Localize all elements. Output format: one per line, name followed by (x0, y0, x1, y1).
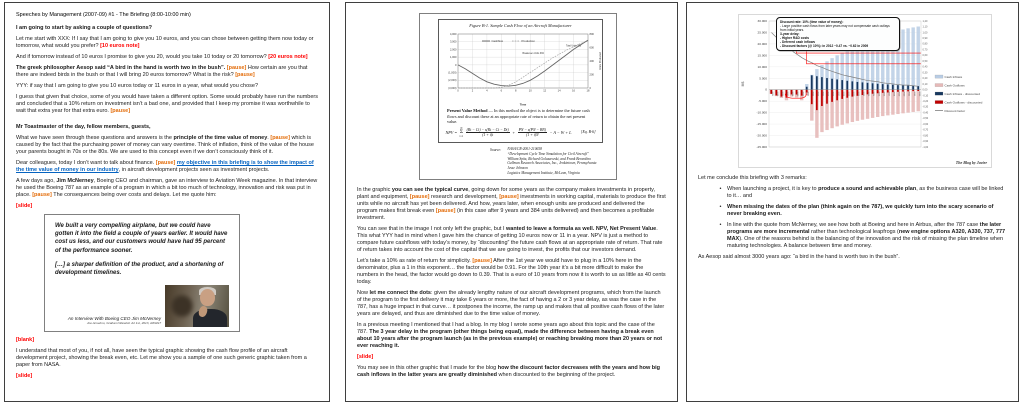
paragraph-aesop-closing: As Aesop said almost 3000 years ago: “a bird in the hand is worth two in the bush”. (698, 254, 900, 260)
pause-marker: [pause] (270, 135, 290, 141)
source-line: Logistics Management Institute, McLean, Virginia (507, 170, 580, 175)
pause-marker: [pause] (435, 208, 456, 215)
text-run: (in this case after 9 years and 384 units delivered) and then becomes a profitable investment. (357, 208, 655, 222)
svg-text:5.000: 5.000 (759, 76, 767, 81)
svg-text:Discount factor: Discount factor (944, 108, 966, 113)
blog-discount-chart (738, 14, 992, 168)
text-run: , going down for some years as the company makes investments in property, plant and equipment, (357, 187, 655, 201)
text-run: When launching a project, it is key to (727, 186, 819, 192)
text-run: The greek philosopher Aesop said “A bird in the hand is worth two in the bush”. (16, 65, 227, 71)
svg-text:2026: 2026 (882, 91, 885, 97)
callout-line: - Large positive cash flows from later years may not compensate cash outlays from initial years. (780, 24, 890, 32)
svg-text:0,70: 0,70 (922, 48, 928, 52)
text-run: let me connect the dots (369, 290, 431, 297)
paragraph-typical-curve (357, 187, 666, 222)
svg-text:Units Produced: Units Produced (599, 52, 602, 70)
svg-text:2006: 2006 (781, 91, 784, 97)
paragraph-npv (357, 226, 666, 254)
svg-text:18: 18 (586, 89, 590, 93)
svg-text:Cash Outflows: Cash Outflows (944, 83, 965, 88)
pause-marker: [pause] (235, 72, 255, 78)
svg-text:-0,90: -0,90 (922, 140, 929, 144)
text-run: , as the business case will be linked to it… and (727, 186, 1004, 199)
svg-text:-0,80: -0,80 (922, 134, 929, 138)
svg-text:2009: 2009 (796, 91, 799, 97)
quote-footer (55, 285, 229, 327)
callout-line: - Discount factors (@ 10%): in 2012 ~0.47 vs. ~0.62 in 2009 (780, 44, 869, 48)
svg-text:-0,20: -0,20 (922, 99, 929, 103)
svg-text:(1,000): (1,000) (448, 71, 457, 75)
svg-text:-20.000: -20.000 (756, 133, 767, 138)
text-run: which is caused by the fact that the purchasing power of money can vary overtime. Think of inflation, think of the value of the house your parents bought in 70s or the 80s. We are used to this concept even if we don’t consciously think of it. (16, 135, 314, 155)
text-run: — In this method the object is to determine the future cash flows and discount these at an appropriate rate of return to obtain the net present value. (447, 108, 590, 124)
svg-text:2027: 2027 (887, 91, 890, 97)
pause-marker: [pause] (226, 65, 247, 71)
text-run: Now (357, 290, 370, 297)
svg-text:10.000: 10.000 (757, 64, 767, 69)
svg-text:Cash Outflows - discounted: Cash Outflows - discounted (944, 100, 983, 105)
text-run: new engine options A320, A330, 737, 777 MAX (727, 229, 1006, 242)
svg-text:1,10: 1,10 (922, 25, 928, 29)
paragraph-discount-rate (357, 258, 666, 286)
bullet-marker: • (719, 204, 722, 210)
text-run: . (267, 135, 271, 141)
svg-text:-15.000: -15.000 (756, 122, 767, 127)
svg-text:3,000: 3,000 (450, 40, 457, 44)
text-run: principle of the time value of money (173, 135, 268, 141)
text-run: What we have seen through these questions and answers is the (16, 135, 174, 141)
quote-text-continued: […] a sharper definition of the product, and a shortening of development timelines. (55, 261, 224, 277)
text-run: Dear colleagues, today I don’t want to talk about finance. (16, 160, 156, 166)
paragraph-mcnerney (16, 178, 318, 199)
svg-text:M$: M$ (741, 81, 745, 87)
svg-text:Time: Time (519, 102, 527, 106)
svg-text:1,00: 1,00 (922, 31, 928, 35)
figure-source (490, 147, 612, 175)
plus-sign: + (512, 130, 516, 136)
svg-text:0: 0 (589, 86, 591, 90)
paragraph-10-euros (16, 36, 318, 50)
svg-text:2033: 2033 (917, 91, 920, 97)
svg-text:2012: 2012 (811, 91, 814, 97)
text-run: In the graphic (357, 187, 392, 194)
svg-text:25.000: 25.000 (757, 30, 767, 35)
svg-text:2029: 2029 (897, 91, 900, 97)
bullet-marker: • (719, 222, 722, 228)
formula-tail: − A − W + L (549, 130, 572, 136)
svg-text:14: 14 (557, 89, 561, 93)
svg-text:-25.000: -25.000 (756, 145, 767, 149)
text-run: ). One of the reasons behind is the balancing of the innovation and the risk of missing the plan timeline when maturing technologies. A balance between time and money. (727, 236, 1004, 249)
svg-text:(3,000): (3,000) (448, 86, 457, 90)
text-run: And if tomorrow instead of 10 euros I promise to give you 20, would you take 10 today or 20 tomorrow? (16, 54, 269, 60)
note-marker: [20 euros note] (268, 54, 308, 60)
svg-text:-0,70: -0,70 (922, 128, 929, 132)
svg-text:0: 0 (765, 87, 767, 92)
page-3 (686, 2, 1019, 402)
svg-text:Total Units 700: Total Units 700 (565, 45, 582, 48)
text-run: You can see that in the image I not only left the graphic, but I (357, 226, 507, 233)
pause-marker: [pause] (499, 194, 519, 201)
source-label: Source: (490, 148, 502, 153)
svg-text:Breakeven Units 384: Breakeven Units 384 (522, 53, 544, 56)
pause-marker: [pause] (472, 258, 492, 265)
quote-text: We built a very compelling airplane, but we could have gotten it into the field a couple of years earlier. It would have cost us less, and our customers would have had 95 percent of the performance sooner. (55, 223, 228, 254)
photo-background-blur (171, 293, 193, 319)
svg-text:Cash Inflows - discounted: Cash Inflows - discounted (944, 91, 980, 96)
svg-text:Production: Production (521, 39, 535, 43)
svg-text:2028: 2028 (892, 91, 895, 97)
pause-marker: [pause] (32, 192, 52, 198)
svg-text:30.000: 30.000 (757, 19, 767, 23)
present-value-method-text (447, 108, 596, 125)
callout-line: 3-year delay: (780, 32, 800, 36)
paragraph-nasa-intro: I understand that most of you, if not all, have seen the typical graphic showing the cash flow profile of an aircraft development project, showing the break even, etc. Let me show you a sample of one such generic graphic taken from a paper from NASA. (16, 348, 307, 369)
svg-text:2032: 2032 (912, 91, 915, 97)
svg-text:0,20: 0,20 (922, 77, 928, 81)
formula-lhs: NPV = (445, 130, 458, 136)
svg-text:2019: 2019 (846, 91, 849, 97)
source-lines (507, 147, 596, 175)
svg-text:2016: 2016 (831, 91, 834, 97)
pause-marker: [pause] (409, 194, 430, 201)
sigma-symbol: N Σ t=1 (459, 126, 464, 138)
svg-text:1,000: 1,000 (450, 56, 457, 60)
svg-text:2011: 2011 (806, 91, 809, 96)
paragraph-conclusion-intro: Let me conclude this briefing with 3 remarks: (698, 175, 807, 181)
svg-text:2005: 2005 (775, 91, 778, 97)
text-run: You may see in this other graphic that I made for the blog (357, 365, 498, 372)
bullet-text: When missing the dates of the plan (think again on the 787), we quickly turn into the scary scenario of never breaking even. (727, 204, 994, 217)
svg-text:(2,000): (2,000) (448, 79, 457, 83)
bullet-text (727, 222, 1007, 250)
note-marker: [10 euros note] (100, 43, 140, 49)
svg-text:-0,50: -0,50 (922, 117, 929, 121)
svg-text:2007: 2007 (786, 91, 789, 97)
svg-text:2024: 2024 (872, 91, 875, 97)
svg-text:10: 10 (528, 89, 532, 93)
source-line: Jesse Johnson (507, 165, 528, 170)
equation-label: [Eq. B-6] (581, 130, 596, 135)
slide-marker: [slide] (16, 373, 33, 380)
svg-text:4: 4 (486, 89, 488, 93)
pause-marker: [pause] (155, 160, 176, 166)
svg-text:800: 800 (589, 32, 594, 36)
bullet-item-1 (714, 186, 1007, 200)
svg-text:0,00: 0,00 (922, 88, 928, 92)
bullet-item-3 (714, 222, 1007, 250)
pause-marker: [pause] (110, 108, 131, 114)
text-run: how the discount factor decreases with the years and how big cash inflows in the latter years are greatly diminished (357, 365, 661, 379)
photo-face-shape (200, 289, 215, 306)
svg-text:-5.000: -5.000 (758, 99, 767, 104)
svg-text:2014: 2014 (821, 91, 824, 97)
text-run: A few days ago, (16, 178, 57, 184)
text-run: : given the already lengthy nature of our aircraft development programs, which from the launch of the program to the first delivery it may take 6 years or more, the fact of having a 2 or 3 year delay, as was the case in the 787, has a huge impact in that curve… it postpones the income, the ramp up and makes that all positive cash flows of the later years are delayed, and thus are diminished due to the time value of money. (357, 290, 665, 318)
svg-text:2023: 2023 (867, 91, 870, 97)
mcnerney-photo (165, 285, 229, 327)
svg-text:Cashflow: Cashflow (491, 39, 504, 43)
npv-formula (441, 128, 600, 139)
paragraph-opening-question: I am going to start by asking a couple of questions? (16, 25, 152, 31)
svg-text:2031: 2031 (907, 91, 910, 97)
svg-text:2008: 2008 (791, 91, 794, 97)
page-2 (345, 2, 678, 402)
callout-line: Discount rate: 10% (time value of money): (780, 20, 844, 24)
svg-text:-1,00: -1,00 (922, 145, 929, 149)
svg-text:4,000: 4,000 (450, 32, 457, 36)
text-run: . This what YYY had in mind when I gave him the chance of getting 10 euros now or 11 in a year. NPV is just a method to compare future cashflows with today’s money, by “discounting” the future cash flows at an appropriate rate of return. That rate of return takes into account the cost of the capital that we are going to invest, the profits that our investors demand. (357, 226, 663, 254)
svg-text:2018: 2018 (841, 91, 844, 97)
svg-text:0,60: 0,60 (922, 54, 928, 58)
text-run: when discounted to the beginning of the project. (497, 372, 616, 379)
svg-text:0,90: 0,90 (922, 36, 928, 40)
svg-text:-0,10: -0,10 (922, 94, 929, 98)
svg-text:1,20: 1,20 (922, 19, 928, 23)
blank-marker: [blank] (16, 337, 35, 344)
paragraph-connect-dots (357, 290, 666, 318)
svg-text:2013: 2013 (816, 91, 819, 97)
text-run: research and development, (429, 194, 500, 201)
svg-text:2021: 2021 (857, 91, 860, 97)
paragraph-20-euros (16, 54, 318, 61)
text-run: In a previous meeting I mentioned that I had a blog. In my blog I wrote some years ago about this topic and the case of the 787. (357, 322, 655, 336)
svg-text:-10.000: -10.000 (756, 110, 767, 115)
slide-marker: [slide] (16, 203, 33, 209)
svg-text:200: 200 (589, 73, 594, 77)
svg-text:400: 400 (589, 59, 594, 63)
text-run: the later programs are more incremental (727, 222, 1002, 235)
svg-text:2: 2 (471, 89, 474, 93)
text-run: In line with the quote from McNerney, we see how both at Boeing and here in Airbus, after the 787 case (727, 222, 980, 228)
text-run: Let me start with XXX: If I say that I am going to give you 10 euros, and you can chose between getting them now today or tomorrow, what would you prefer? (16, 36, 314, 49)
svg-text:0,80: 0,80 (922, 42, 928, 46)
text-run: The consequences being over costs and delays. Let me quote him: (51, 192, 217, 198)
svg-text:2030: 2030 (902, 91, 905, 97)
text-run: you can see the typical curve (391, 187, 469, 194)
text-run: How certain are you that there are indeed birds in the bush or that I will bring 20 euros tomorrow? What is the risk? (16, 65, 308, 78)
svg-text:600: 600 (589, 46, 594, 50)
quote-caption-byline: Joe Anselmo, Graham Warwick Jul 1st, 2013, AW&ST (86, 321, 161, 326)
svg-text:2017: 2017 (836, 91, 839, 97)
nasa-figure-slide (419, 13, 617, 180)
document-title: Speeches by Management (2007-09) #1 - The Briefing (8:00-10:00 min) (16, 12, 191, 18)
text-run: wanted to leave a formula as well. NPV, Net Present Value (506, 226, 657, 233)
paragraph-aesop (16, 65, 318, 79)
svg-text:15.000: 15.000 (757, 53, 767, 58)
bullet-item-2 (714, 204, 1007, 218)
svg-text:-0,30: -0,30 (922, 105, 929, 109)
text-run: Jim McNerney (56, 178, 94, 184)
svg-text:0: 0 (455, 63, 457, 67)
text-run: Let’s take a 10% as rate of return for simplicity. (357, 258, 473, 265)
bullet-marker: • (719, 186, 722, 192)
paragraph-time-value (16, 135, 318, 156)
svg-text:2004: 2004 (770, 91, 773, 97)
text-run: , Boeing CEO and chairman, gave an interview to Aviation Week magazine. In that interview he used the Boeing 787 as an example of a program in which a bit too much of technology, innovation and risk was put in place. (16, 178, 318, 198)
text-run: The 3 year delay in the program (other things being equal), made the difference between having a break even about 10 years after the program launch (as in the previous example) or reaching breaking more than 20 years or not ever reaching it. (357, 329, 663, 350)
source-line: William Spitz, Richard Golaszewski, and Frank Berardino (507, 156, 591, 161)
svg-text:2025: 2025 (877, 91, 880, 97)
paragraph-objective (16, 160, 318, 174)
fraction-2: $\frac{PN - s(PN - BN)}{(1 + i)N}$ (518, 127, 547, 138)
callout-line: - Higher R&D costs (780, 36, 810, 40)
text-run: rather than technological leapfrogs ( (809, 229, 899, 235)
svg-text:20.000: 20.000 (757, 41, 767, 46)
svg-text:2010: 2010 (801, 91, 804, 97)
svg-text:0,40: 0,40 (922, 65, 928, 69)
paragraph-other-graphic (357, 365, 666, 379)
paragraph-guess (16, 94, 318, 115)
quote-caption: An Interview With Boeing CEO Jim McNerney (67, 315, 161, 321)
briefing-objective-link[interactable]: my objective in this briefing is to show the impact of the time value of money in our industry (16, 160, 314, 173)
figure-title: Figure B-1. Sample Cash Flow of an Aircraft Manufacturer (469, 23, 572, 28)
nasa-cashflow-chart (441, 30, 600, 106)
text-run: , in aircraft development projects seen as investment projects. (118, 167, 270, 173)
chart-footer: The Blog by Javier (955, 160, 987, 165)
bullet-text (727, 186, 1007, 200)
text-run: I guess that given that choice, some of you would have taken a different option. Some would probably have run the numbers and concluded that a 10% return on investment isn’t a bad one, and provided that I keep my promise it was worthwhile to wait that extra year for that extra euro. (16, 94, 318, 114)
svg-text:-0,40: -0,40 (922, 111, 929, 115)
source-line: Gellman Research Associates, Inc., Jenkintown, Pennsylvania (507, 161, 597, 166)
fraction-1: $\frac{(Rt - Ct) - s(Rt - Ct - Dt)}{(1 + i)t}$ (466, 127, 509, 138)
quote-caption-block (68, 316, 161, 328)
paragraph-blog-787 (357, 322, 666, 350)
svg-text:16: 16 (572, 89, 576, 93)
svg-text:0,30: 0,30 (922, 71, 928, 75)
svg-text:-0,60: -0,60 (922, 122, 929, 126)
callout-line: - Deferred cash inflows (780, 40, 816, 44)
svg-text:0: 0 (457, 89, 459, 93)
svg-text:Cash Inflows: Cash Inflows (944, 74, 963, 79)
source-line: NASA/CR-2001-210658 (507, 147, 542, 152)
text-run: produce a sound and achievable plan (818, 186, 917, 192)
source-line: “Development Cycle Time Simulation for Civil Aircraft” (507, 151, 589, 156)
nasa-figure-box (438, 19, 603, 143)
svg-text:8: 8 (515, 89, 517, 93)
svg-text:2,000: 2,000 (450, 48, 457, 52)
paragraph-yyy: YYY: if say that I am going to give you 10 euros today or 11 euros in a year, what would you chose? (16, 83, 259, 89)
slide-marker: [slide] (357, 354, 374, 361)
svg-text:0,10: 0,10 (922, 82, 928, 86)
text-run: Present Value Method (447, 108, 488, 113)
page-1 (4, 2, 330, 402)
chart-callout (776, 17, 900, 51)
svg-text:2022: 2022 (862, 91, 865, 97)
svg-text:6: 6 (500, 89, 503, 93)
text-run: After the 1st year we would have to plug in a 10% here in the denominator, plus a 1 in this exponent… the factor would be 0.91. For the 10th year it’s a bit more difficult to make the numbers in the head, the factor would go down to 0.39. That is a euro of 10 years from now it is worth to us as little as 40 cents today. (357, 258, 666, 286)
text-run: investments in working capital, materials to produce the first units while no aircraft has yet been delivered. And how, years later, when enough units are produced and delivered the program makes first break even (357, 194, 666, 215)
svg-text:2020: 2020 (851, 91, 854, 97)
mcnerney-quote-slide (44, 214, 240, 332)
svg-text:2015: 2015 (826, 91, 829, 97)
paragraph-toastmaster: Mr Toastmaster of the day, fellow members, guests, (16, 124, 151, 130)
svg-text:12: 12 (543, 89, 547, 93)
svg-text:0,50: 0,50 (922, 59, 928, 63)
